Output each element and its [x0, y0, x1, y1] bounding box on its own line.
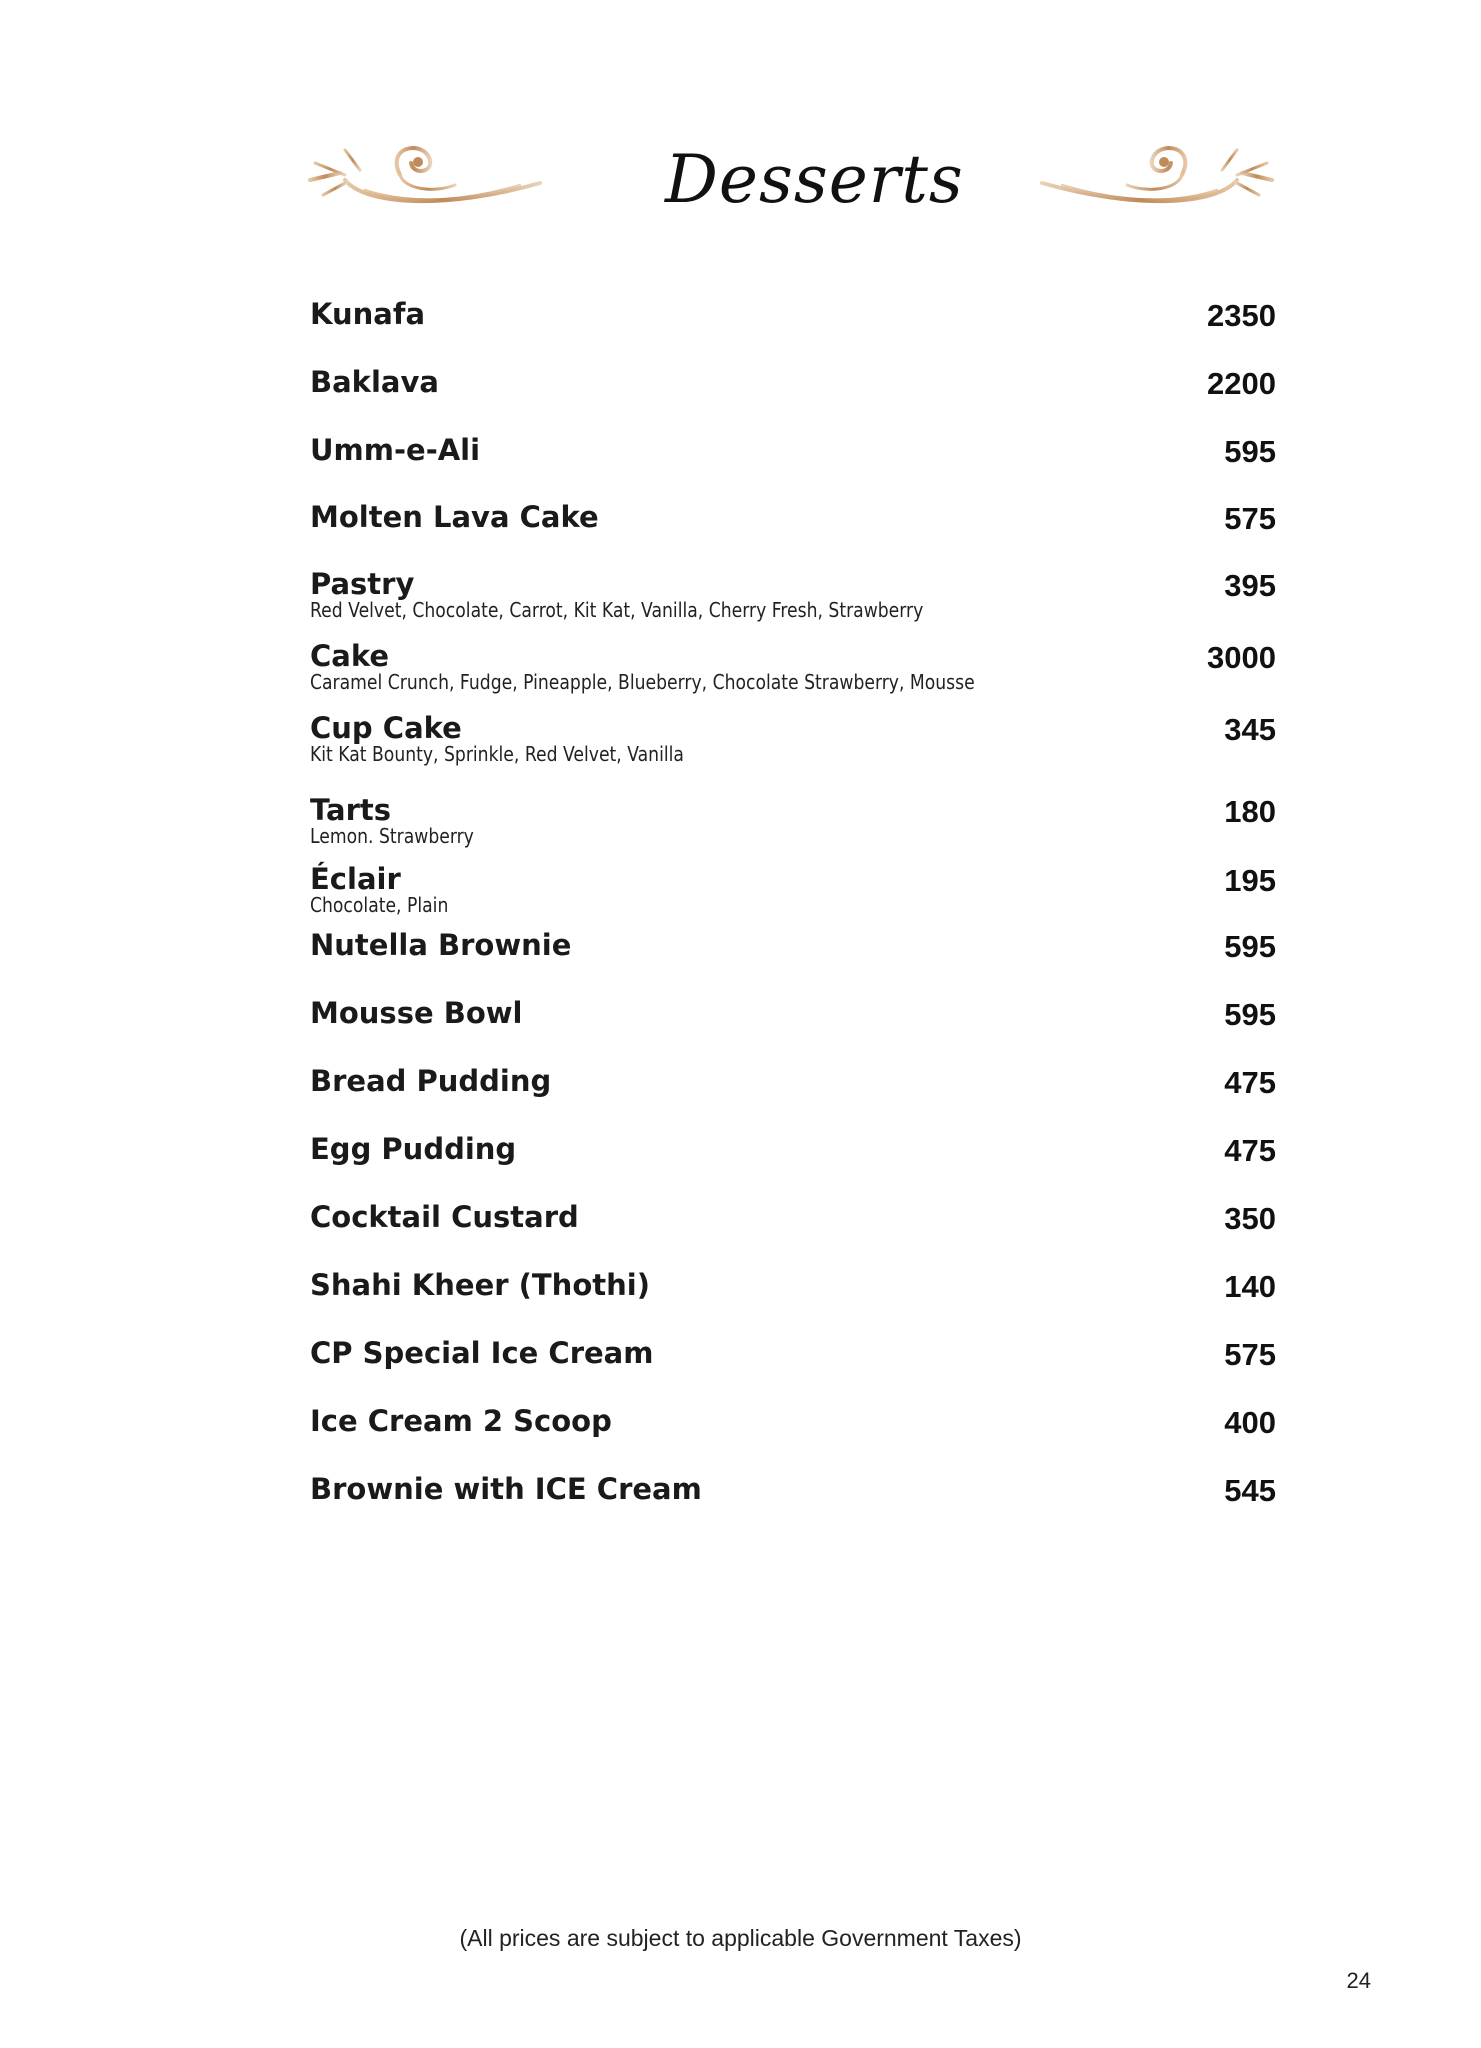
- item-price: 595: [1224, 434, 1276, 469]
- tax-note: (All prices are subject to applicable Government Taxes): [459, 1925, 1022, 1951]
- item-description: Chocolate, Plain: [310, 893, 449, 917]
- item-name: Umm-e-Ali: [310, 433, 481, 467]
- item-name: Ice Cream 2 Scoop: [310, 1404, 612, 1438]
- item-name: Nutella Brownie: [310, 928, 572, 962]
- item-name: Cup Cake: [310, 711, 462, 745]
- item-description: Red Velvet, Chocolate, Carrot, Kit Kat, Vanilla, Cherry Fresh, Strawberry: [310, 598, 924, 622]
- item-price: 400: [1224, 1405, 1276, 1440]
- item-name: Tarts: [310, 793, 392, 827]
- item-price: 180: [1224, 794, 1276, 829]
- item-price: 2200: [1207, 366, 1276, 401]
- page-number: 24: [1346, 1968, 1371, 1993]
- gold-flourish-icon: [305, 135, 545, 215]
- page-title: Desserts: [665, 141, 964, 218]
- item-name: Baklava: [310, 365, 439, 399]
- item-price: 545: [1224, 1473, 1276, 1508]
- item-name: Shahi Kheer (Thothi): [310, 1268, 650, 1302]
- item-price: 575: [1224, 1337, 1276, 1372]
- item-price: 595: [1224, 929, 1276, 964]
- item-name: Cocktail Custard: [310, 1200, 579, 1234]
- item-name: Bread Pudding: [310, 1064, 552, 1098]
- page-header: [305, 115, 1277, 245]
- item-price: 140: [1224, 1269, 1276, 1304]
- item-name: Éclair: [310, 862, 401, 896]
- item-price: 395: [1224, 568, 1276, 603]
- item-price: 3000: [1207, 640, 1276, 675]
- item-price: 575: [1224, 501, 1276, 536]
- item-description: Lemon. Strawberry: [310, 824, 474, 848]
- item-description: Kit Kat Bounty, Sprinkle, Red Velvet, Vanilla: [310, 742, 684, 766]
- item-description: Caramel Crunch, Fudge, Pineapple, Blueberry, Chocolate Strawberry, Mousse: [310, 670, 975, 694]
- item-price: 475: [1224, 1133, 1276, 1168]
- item-name: Cake: [310, 639, 390, 673]
- item-name: Pastry: [310, 567, 415, 601]
- item-price: 595: [1224, 997, 1276, 1032]
- item-name: Mousse Bowl: [310, 996, 523, 1030]
- item-price: 2350: [1207, 298, 1276, 333]
- item-price: 475: [1224, 1065, 1276, 1100]
- item-name: Kunafa: [310, 297, 426, 331]
- item-price: 345: [1224, 712, 1276, 747]
- item-name: Molten Lava Cake: [310, 500, 599, 534]
- item-name: Brownie with ICE Cream: [310, 1472, 702, 1506]
- gold-flourish-icon: [1037, 135, 1277, 215]
- item-name: CP Special Ice Cream: [310, 1336, 654, 1370]
- item-price: 195: [1224, 863, 1276, 898]
- item-price: 350: [1224, 1201, 1276, 1236]
- item-name: Egg Pudding: [310, 1132, 517, 1166]
